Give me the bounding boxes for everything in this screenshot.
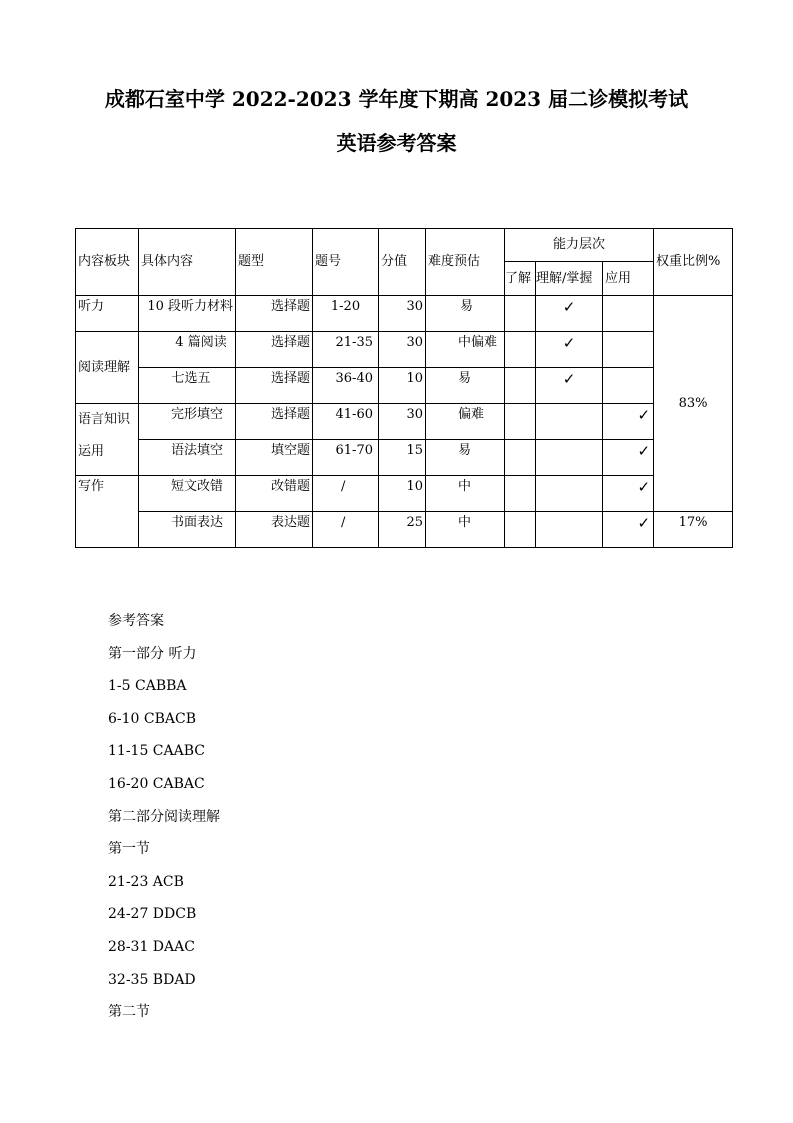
answer-line: 11-15 CAABC: [108, 743, 206, 760]
cell-type: 选择题: [236, 332, 313, 368]
cell-difficulty: 中: [426, 476, 505, 512]
answer-line: 第二部分阅读理解: [108, 808, 220, 825]
check-icon: ✓: [536, 368, 603, 404]
cell-ability-understand: [536, 476, 603, 512]
weight-main: 83%: [654, 296, 733, 512]
cell-content: 七选五: [139, 368, 236, 404]
cell-type: 选择题: [236, 404, 313, 440]
cell-number: 1-20: [313, 296, 379, 332]
cell-type: 填空题: [236, 440, 313, 476]
table-header-row: [76, 229, 733, 262]
check-icon: ✓: [603, 512, 654, 548]
cell-score: 30: [379, 332, 426, 368]
check-icon: ✓: [603, 404, 654, 440]
module-language: 语言知识运用: [76, 404, 139, 476]
module-writing: 写作: [76, 476, 139, 548]
cell-ability-know: [505, 404, 536, 440]
cell-content: 书面表达: [139, 512, 236, 548]
cell-number: /: [313, 476, 379, 512]
header-ability: 能力层次: [505, 229, 654, 262]
answer-line: 32-35 BDAD: [108, 971, 196, 988]
cell-ability-understand: [536, 404, 603, 440]
cell-content: 语法填空: [139, 440, 236, 476]
cell-content: 短文改错: [139, 476, 236, 512]
table-row: [76, 512, 733, 548]
cell-ability-know: [505, 512, 536, 548]
header-content: 具体内容: [139, 229, 236, 296]
cell-type: 改错题: [236, 476, 313, 512]
answer-line: 第一部分 听力: [108, 645, 197, 662]
cell-number: 36-40: [313, 368, 379, 404]
answer-line: 第二节: [108, 1004, 150, 1021]
answer-line: 6-10 CBACB: [108, 710, 197, 727]
cell-number: 41-60: [313, 404, 379, 440]
cell-type: 选择题: [236, 368, 313, 404]
cell-difficulty: 偏难: [426, 404, 505, 440]
table-row: [76, 476, 733, 512]
header-number: 题号: [313, 229, 379, 296]
answer-line: 28-31 DAAC: [108, 938, 195, 955]
header-ability-know: 了解: [505, 262, 536, 296]
document-title: 成都石室中学 2022-2023 学年度下期高 2023 届二诊模拟考试: [104, 87, 689, 111]
table-row: [76, 440, 733, 476]
cell-number: /: [313, 512, 379, 548]
header-weight: 权重比例%: [654, 229, 733, 296]
cell-number: 21-35: [313, 332, 379, 368]
exam-spec-table: [75, 228, 733, 548]
cell-ability-know: [505, 296, 536, 332]
cell-ability-apply: [603, 296, 654, 332]
answer-list: [108, 608, 220, 1032]
cell-difficulty: 中: [426, 512, 505, 548]
check-icon: ✓: [603, 440, 654, 476]
module-reading: 阅读理解: [76, 332, 139, 404]
cell-score: 25: [379, 512, 426, 548]
cell-ability-know: [505, 476, 536, 512]
cell-content: 10 段听力材料: [139, 296, 236, 332]
cell-ability-understand: [536, 440, 603, 476]
cell-score: 30: [379, 404, 426, 440]
table-row: [76, 404, 733, 440]
cell-ability-know: [505, 368, 536, 404]
header-type: 题型: [236, 229, 313, 296]
check-icon: ✓: [536, 332, 603, 368]
header-difficulty: 难度预估: [426, 229, 505, 296]
cell-content: 4 篇阅读: [139, 332, 236, 368]
header-score: 分值: [379, 229, 426, 296]
cell-score: 10: [379, 368, 426, 404]
document-subtitle: 英语参考答案: [336, 131, 457, 155]
header-module: 内容板块: [76, 229, 139, 296]
table-row: [76, 368, 733, 404]
cell-content: 完形填空: [139, 404, 236, 440]
cell-difficulty: 易: [426, 440, 505, 476]
answer-line: 21-23 ACB: [108, 873, 184, 890]
cell-ability-understand: [536, 512, 603, 548]
cell-ability-apply: [603, 368, 654, 404]
check-icon: ✓: [603, 476, 654, 512]
module-listening: 听力: [76, 296, 139, 332]
answers-heading: 参考答案: [108, 613, 164, 629]
check-icon: ✓: [536, 296, 603, 332]
table-row: [76, 332, 733, 368]
weight-writing: 17%: [654, 512, 733, 548]
answer-line: 1-5 CABBA: [108, 678, 187, 695]
cell-type: 选择题: [236, 296, 313, 332]
answer-line: 16-20 CABAC: [108, 775, 205, 792]
cell-number: 61-70: [313, 440, 379, 476]
table-row: [76, 296, 733, 332]
answer-line: 24-27 DDCB: [108, 906, 197, 923]
cell-ability-apply: [603, 332, 654, 368]
cell-score: 10: [379, 476, 426, 512]
cell-score: 30: [379, 296, 426, 332]
cell-difficulty: 中偏难: [426, 332, 505, 368]
cell-type: 表达题: [236, 512, 313, 548]
header-ability-apply: 应用: [603, 262, 654, 296]
cell-difficulty: 易: [426, 296, 505, 332]
cell-ability-know: [505, 440, 536, 476]
cell-score: 15: [379, 440, 426, 476]
header-ability-understand: 理解/掌握: [536, 262, 603, 296]
answer-line: 第一节: [108, 841, 150, 858]
cell-difficulty: 易: [426, 368, 505, 404]
cell-ability-know: [505, 332, 536, 368]
